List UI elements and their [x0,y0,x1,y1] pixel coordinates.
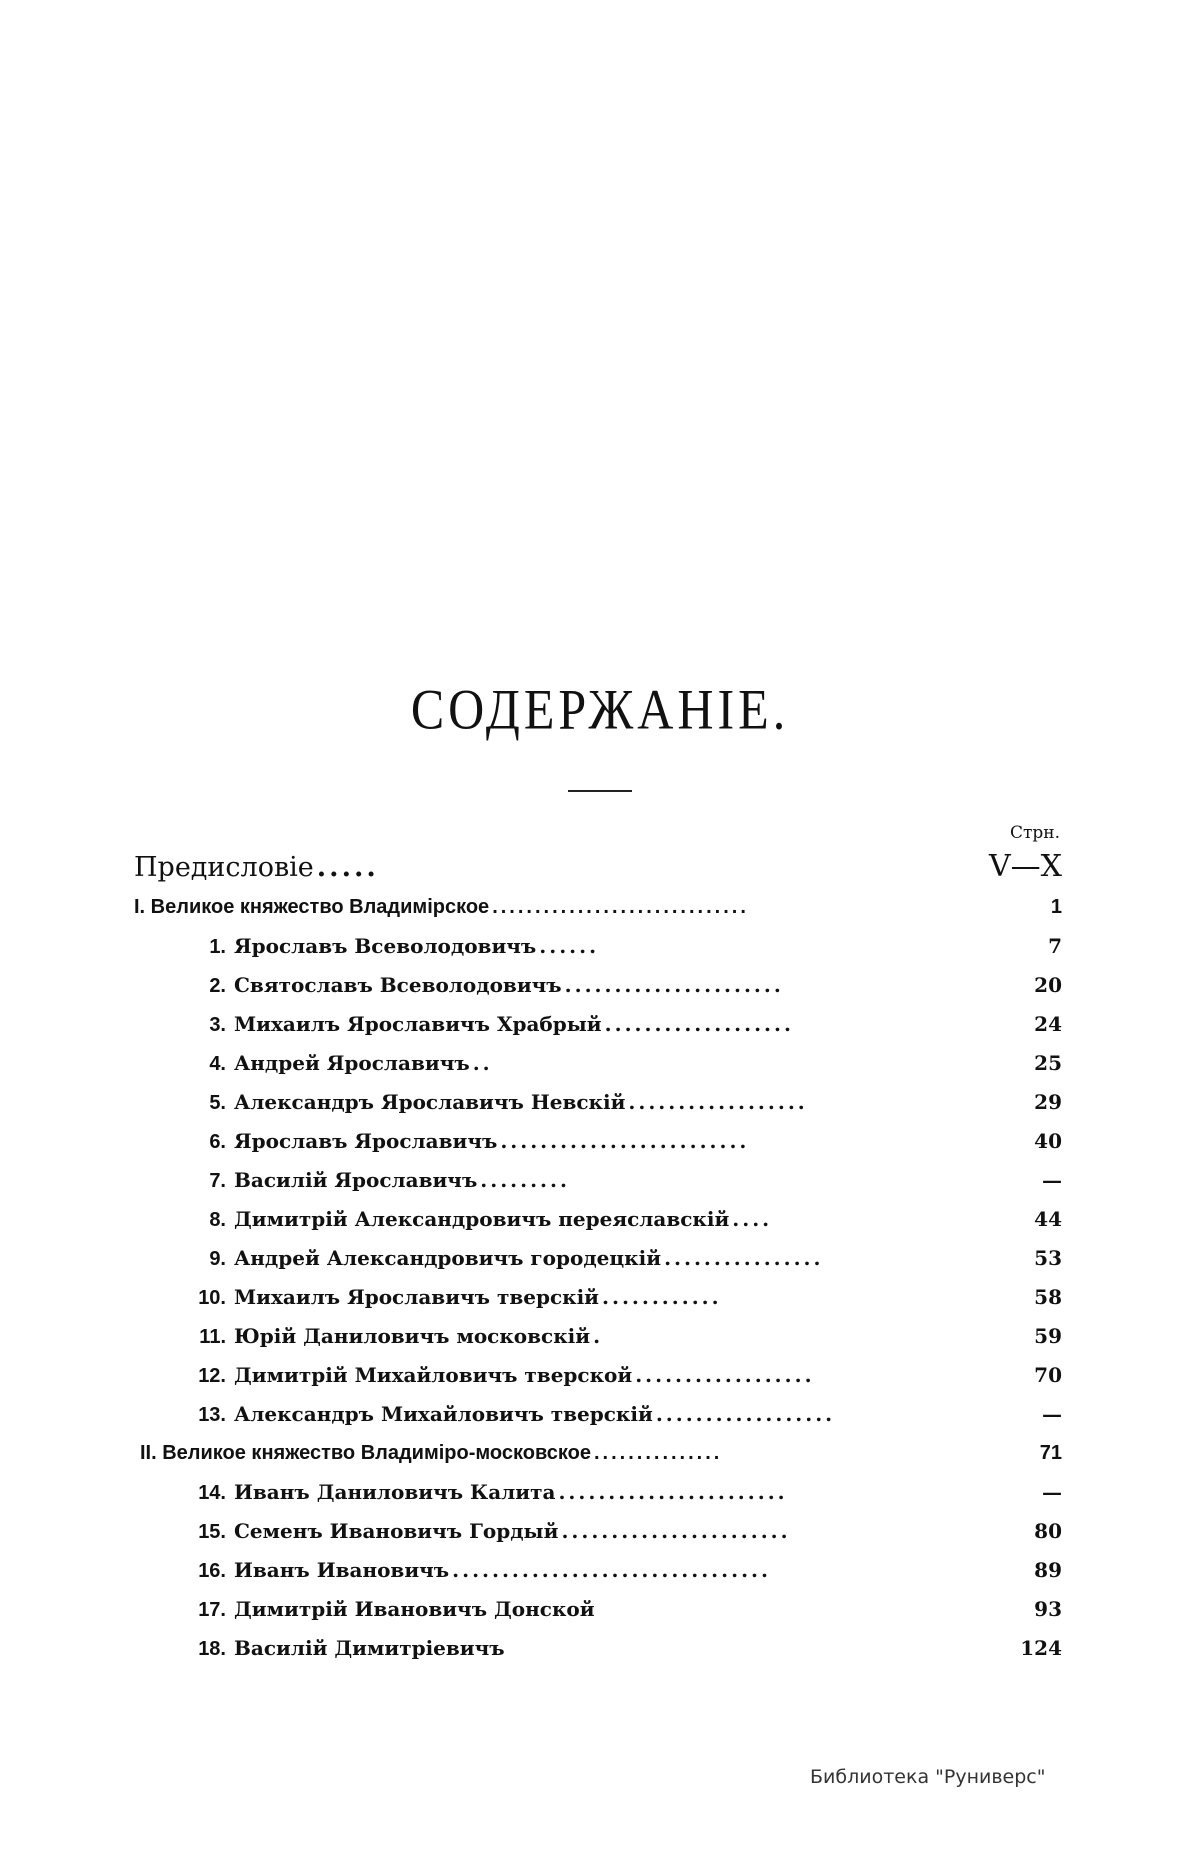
toc-number: 15. [198,1521,226,1543]
toc-page: 59 [1034,1324,1062,1348]
toc-label: Василій Ярославичъ [234,1168,478,1192]
toc-entry[interactable] [134,927,1062,966]
toc-label: Иванъ Ивановичъ [234,1558,450,1582]
toc-label: Александръ Михайловичъ тверскій [234,1402,653,1426]
toc-number: 11. [199,1326,226,1348]
toc-page: — [1042,1168,1062,1192]
toc-page: 89 [1034,1558,1062,1582]
toc-page: 44 [1034,1207,1062,1231]
toc-entry[interactable] [134,1551,1062,1590]
toc-page: 93 [1034,1597,1062,1621]
toc-preface[interactable] [134,846,1062,888]
dot-leader: ................... [604,1012,794,1036]
dot-leader: ...... [539,934,600,958]
toc-label: Михаилъ Ярославичъ Храбрый [234,1012,602,1036]
toc-page: 29 [1034,1090,1062,1114]
toc-label: Димитрій Ивановичъ Донской [234,1597,595,1621]
toc-label: Ярославъ Всеволодовичъ [234,934,537,958]
toc-entry[interactable] [134,1161,1062,1200]
toc-number: 1. [209,936,226,958]
toc-number: 14. [198,1482,226,1504]
dot-leader: ............ [602,1285,722,1309]
toc-label: Александръ Ярославичъ Невскій [234,1090,626,1114]
toc-section-2[interactable] [134,1434,1062,1473]
toc-number: 17. [198,1599,226,1621]
toc-label: Юрій Даниловичъ московскій [234,1324,591,1348]
toc-page: 70 [1034,1363,1062,1387]
toc-number: 5. [209,1092,226,1114]
toc-page: 53 [1034,1246,1062,1270]
toc-label: Василій Димитріевичъ [234,1636,505,1660]
toc-entry[interactable] [134,966,1062,1005]
toc-number: 9. [209,1248,226,1270]
dot-leader: ......................... [500,1129,750,1153]
toc-entry[interactable] [134,1317,1062,1356]
page-title: СОДЕРЖАНІЕ. [410,676,790,742]
toc-label: Иванъ Даниловичъ Калита [234,1480,556,1504]
toc-page: 24 [1034,1012,1062,1036]
dot-leader: ....................... [561,1519,791,1543]
dot-leader: .................. [628,1090,808,1114]
dot-leader: .................. [655,1402,836,1426]
toc-entry[interactable] [134,1590,1062,1629]
dot-leader: ................ [664,1246,824,1270]
toc-label: Святославъ Всеволодовичъ [234,973,562,997]
toc-label: II. Великое княжество Владиміро-московское [140,1442,591,1464]
dot-leader: ...................... [564,973,784,997]
toc-section-1[interactable] [134,888,1062,927]
toc-label: Предисловіе [134,852,314,883]
toc-page: 25 [1034,1051,1062,1075]
toc-number: 12. [198,1365,226,1387]
toc-number: 10. [198,1287,226,1309]
toc-entry[interactable] [134,1122,1062,1161]
dot-leader: ......... [480,1168,570,1192]
dot-leader: ....................... [558,1480,788,1504]
title-divider [568,790,632,792]
toc-entry[interactable] [134,1629,1062,1668]
toc-number: 8. [209,1209,226,1231]
toc-label: Димитрій Михайловичъ тверской [234,1363,633,1387]
toc-entry[interactable] [134,1356,1062,1395]
library-watermark: Библиотека "Руниверс" [810,1766,1046,1788]
toc-entry[interactable] [134,1005,1062,1044]
dot-leader: ..... [316,852,379,883]
toc-number: 3. [209,1014,226,1036]
toc-page: 20 [1034,973,1062,997]
dot-leader: .................. [635,1363,815,1387]
toc-label: Семенъ Ивановичъ Гордый [234,1519,559,1543]
toc-label: Димитрій Александровичъ переяславскій [234,1207,730,1231]
page-column-header: Стрн. [1009,823,1060,843]
toc-page: 58 [1034,1285,1062,1309]
toc-entry[interactable] [134,1083,1062,1122]
toc-page: 80 [1034,1519,1062,1543]
toc-entry[interactable] [134,1239,1062,1278]
dot-leader: . [593,1324,604,1348]
dot-leader: .... [732,1207,773,1231]
toc-page: 7 [1048,934,1062,958]
dot-leader: .. [472,1051,493,1075]
toc-entry[interactable] [134,1473,1062,1512]
toc-label: Андрей Александровичъ городецкій [234,1246,662,1270]
toc-entry[interactable] [134,1044,1062,1083]
toc-label: I. Великое княжество Владимірское [134,896,490,918]
toc-number: 18. [198,1638,226,1660]
dot-leader: ................................ [452,1558,771,1582]
toc-number: 2. [209,975,226,997]
toc-label: Михаилъ Ярославичъ тверскій [234,1285,600,1309]
toc-page: 40 [1034,1129,1062,1153]
toc-number: 6. [209,1131,226,1153]
toc-number: 4. [209,1053,226,1075]
toc-page: 71 [1039,1442,1062,1464]
toc-number: 13. [198,1404,226,1426]
toc-entry[interactable] [134,1278,1062,1317]
toc-entry[interactable] [134,1395,1062,1434]
toc-entry[interactable] [134,1200,1062,1239]
table-of-contents [134,820,1062,1668]
toc-entry[interactable] [134,1512,1062,1551]
toc-page: — [1042,1402,1062,1426]
toc-number: 7. [209,1170,226,1192]
toc-number: 16. [198,1560,226,1582]
toc-label: Ярославъ Ярославичъ [234,1129,498,1153]
toc-label: Андрей Ярославичъ [234,1051,470,1075]
toc-page: V—X [988,849,1062,884]
toc-page: — [1042,1480,1062,1504]
toc-page: 124 [1020,1636,1062,1660]
dot-leader: .............................. [492,896,749,918]
dot-leader: ............... [593,1442,723,1464]
toc-page: 1 [1050,896,1062,918]
